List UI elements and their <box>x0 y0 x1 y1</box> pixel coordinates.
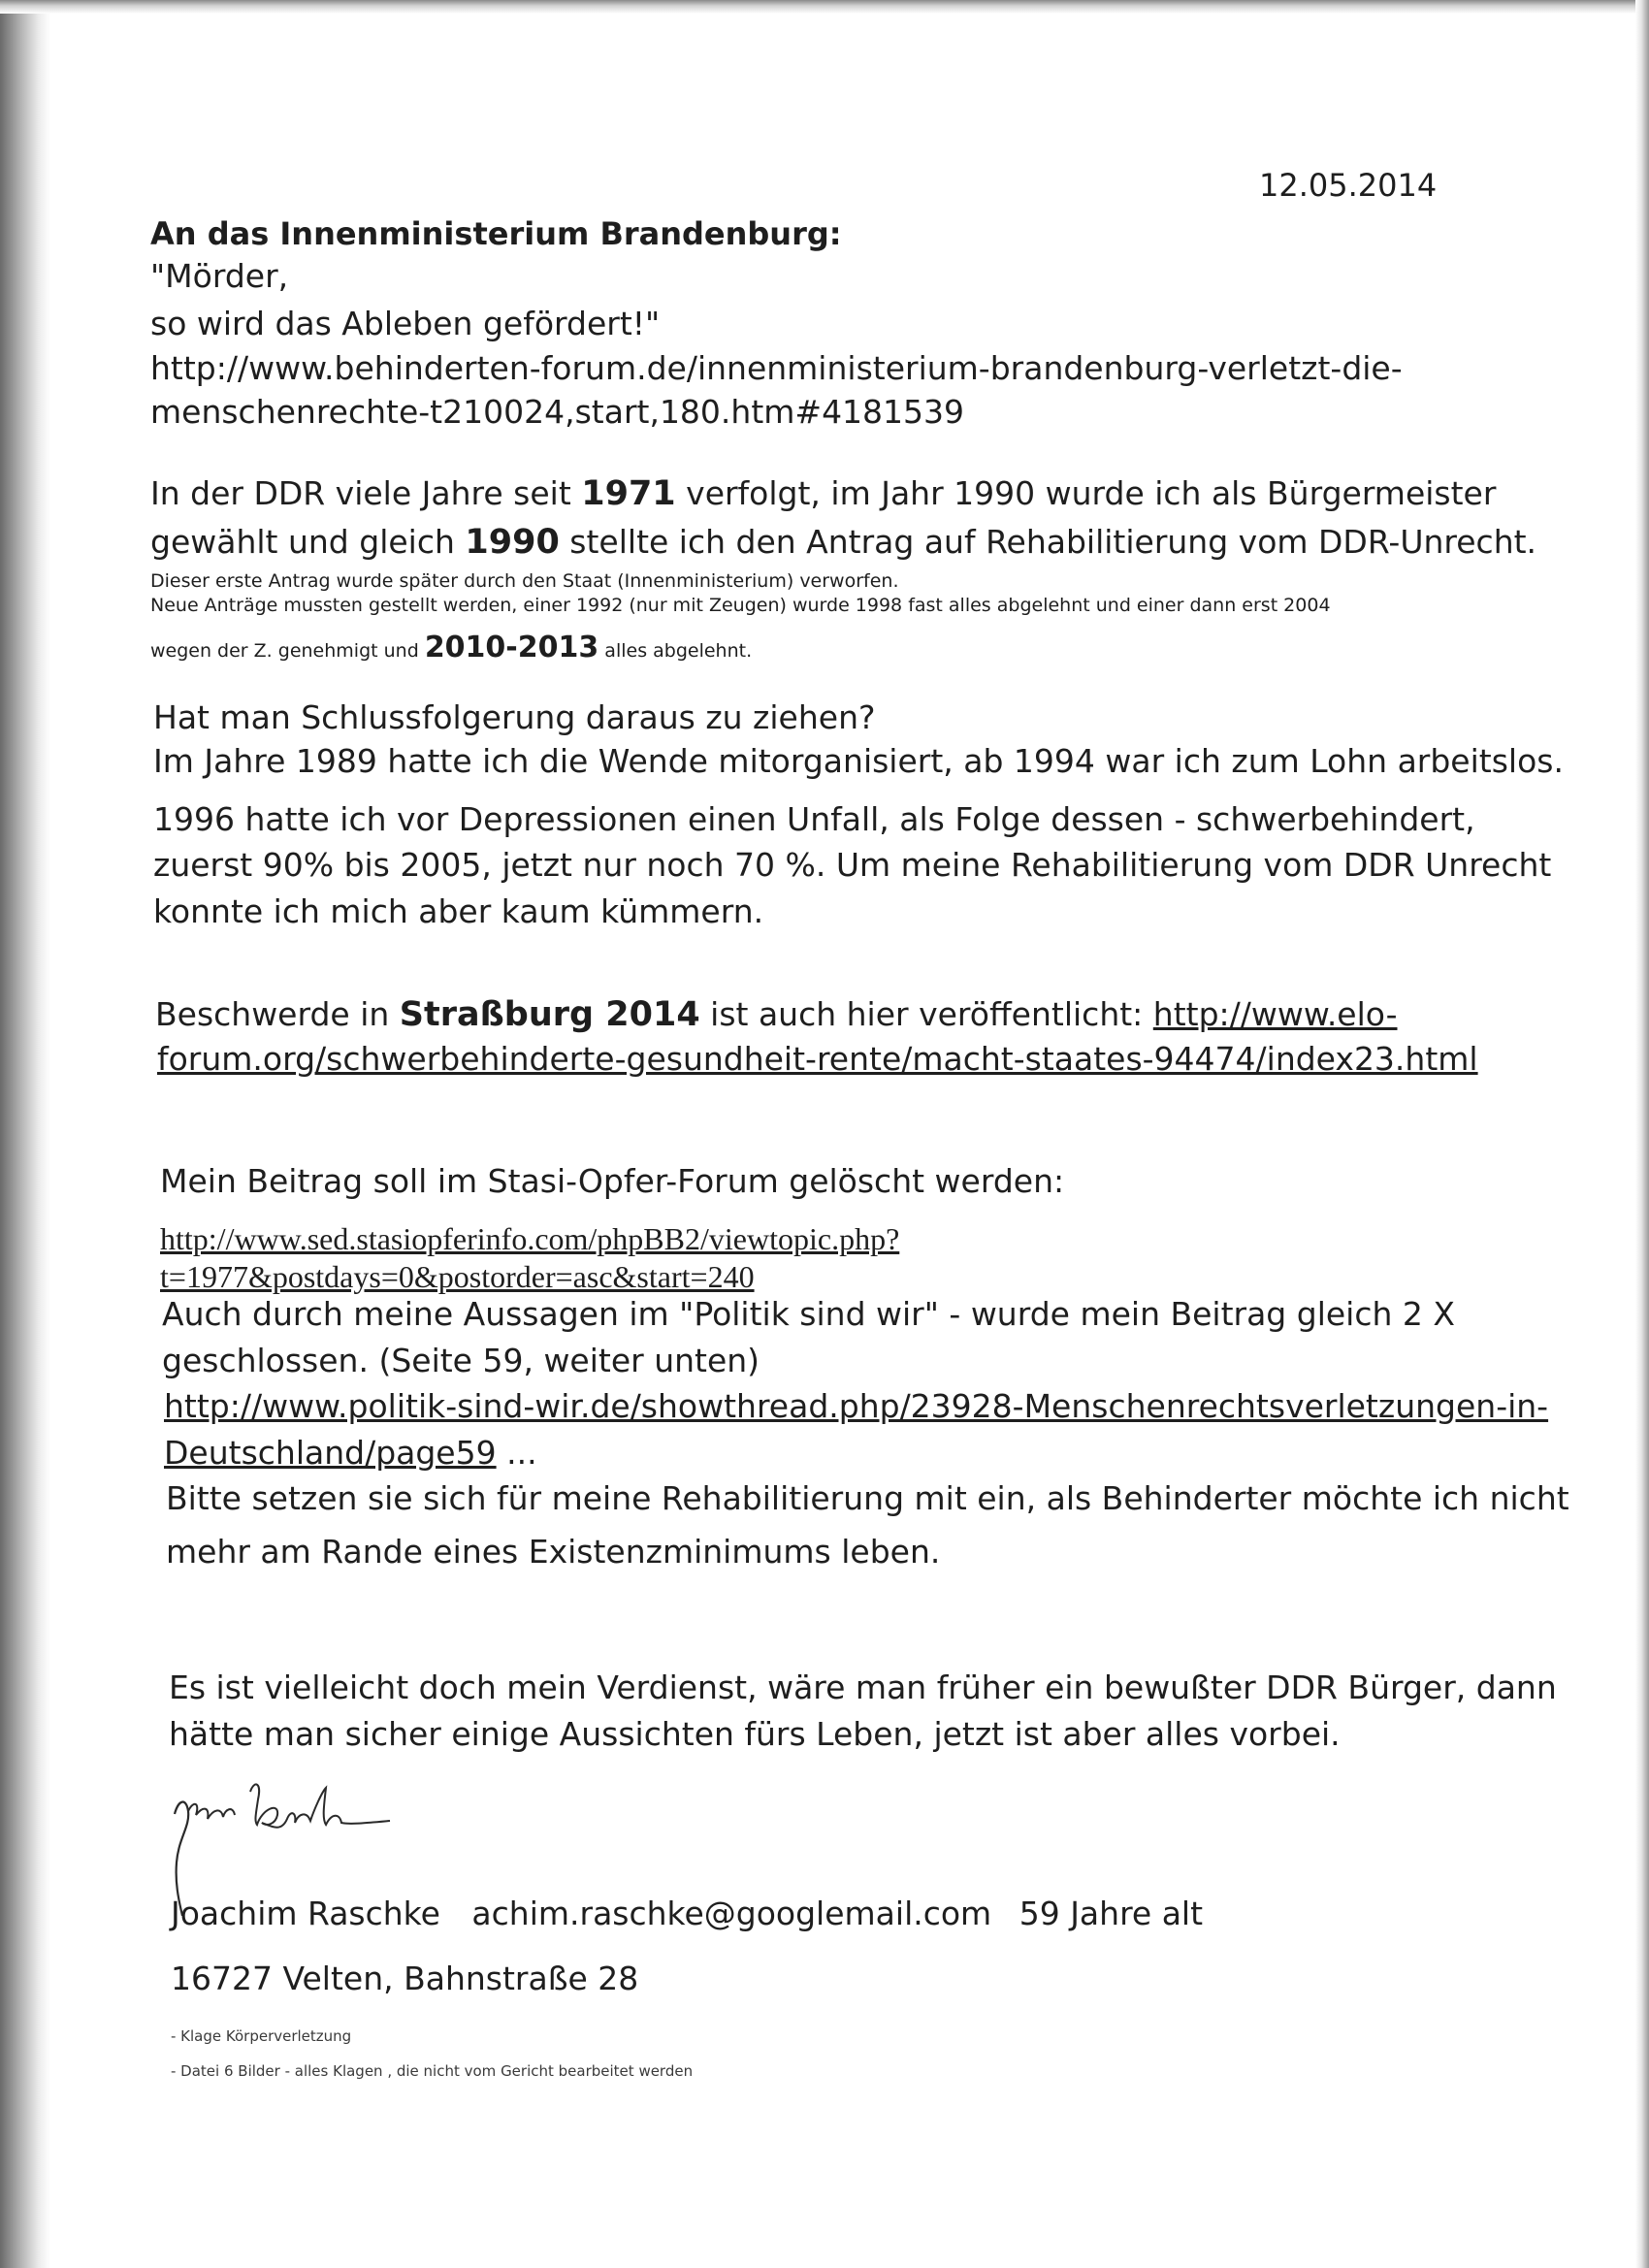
stasi-forum-link-part-2[interactable]: t=1977&postdays=0&postorder=asc&start=240 <box>160 1259 755 1294</box>
para4-line-1 <box>155 994 1398 1035</box>
para3-line-1: 1996 hatte ich vor Depressionen einen Unfall, als Folge dessen - schwerbehindert, <box>153 800 1475 838</box>
para1-text-e: stellte ich den Antrag auf Rehabilitierung vom DDR-Unrecht. <box>559 523 1537 561</box>
sender-age: 59 Jahre alt <box>1018 1895 1204 1932</box>
note-line-2: Neue Anträge mussten gestellt werden, einer 1992 (nur mit Zeugen) wurde 1998 fast alles abgelehnt und einer dann erst 2004 <box>150 595 1331 616</box>
para8-line-1: Es ist vielleicht doch mein Verdienst, wäre man früher ein bewußter DDR Bürger, dann <box>169 1669 1557 1706</box>
note-line-3 <box>150 631 752 665</box>
para4-text-c: ist auch hier veröffentlicht: <box>699 995 1153 1033</box>
para2-line-1: Hat man Schlussfolgerung daraus zu ziehen? <box>153 698 876 736</box>
forum-url-line-1: http://www.behinderten-forum.de/innenministerium-brandenburg-verletzt-die- <box>150 349 1403 387</box>
para5-line: Mein Beitrag soll im Stasi-Opfer-Forum gelöscht werden: <box>160 1162 1065 1200</box>
politik-link-suffix: ... <box>496 1434 537 1472</box>
politik-link-part-2[interactable]: Deutschland/page59 <box>164 1434 497 1472</box>
scan-edge-left <box>0 0 50 2268</box>
elo-forum-link-part-1[interactable]: http://www.elo- <box>1152 995 1398 1033</box>
letter-date: 12.05.2014 <box>1259 167 1438 204</box>
para6-line-2: geschlossen. (Seite 59, weiter unten) <box>162 1342 760 1379</box>
para3-line-2: zuerst 90% bis 2005, jetzt nur noch 70 %. Um meine Rehabilitierung vom DDR Unrecht <box>153 846 1552 884</box>
para3-line-3: konnte ich mich aber kaum kümmern. <box>153 892 764 930</box>
para7-line-1: Bitte setzen sie sich für meine Rehabilitierung mit ein, als Behinderter möchte ich nicht <box>166 1479 1569 1517</box>
para6-line-1: Auch durch meine Aussagen im "Politik sind wir" - wurde mein Beitrag gleich 2 X <box>162 1295 1455 1333</box>
para1-line-1 <box>150 473 1496 514</box>
note-text-a: wegen der Z. genehmigt und <box>150 640 425 662</box>
note-line-1: Dieser erste Antrag wurde später durch den Staat (Innenministerium) verworfen. <box>150 570 899 592</box>
sender-name: Joachim Raschke <box>171 1895 440 1932</box>
quote-line-1: "Mörder, <box>150 257 289 295</box>
year-1971: 1971 <box>581 474 676 513</box>
para1-text-d: gewählt und gleich <box>150 523 466 561</box>
scan-edge-right <box>1635 0 1649 2268</box>
sender-address: 16727 Velten, Bahnstraße 28 <box>171 1960 639 1997</box>
para2-line-2: Im Jahre 1989 hatte ich die Wende mitorganisiert, ab 1994 war ich zum Lohn arbeitslos. <box>153 742 1564 780</box>
elo-forum-link-part-2[interactable]: forum.org/schwerbehinderte-gesundheit-rente/macht-staates-94474/index23.html <box>157 1040 1478 1078</box>
scan-edge-top <box>0 0 1649 14</box>
politik-link-line-2 <box>164 1434 537 1473</box>
footnote-1: - Klage Körperverletzung <box>171 2027 352 2045</box>
sender-email: achim.raschke@googlemail.com <box>471 1895 992 1932</box>
para4-text-a: Beschwerde in <box>155 995 400 1033</box>
quote-line-2: so wird das Ableben gefördert!" <box>150 305 661 342</box>
years-2010-2013: 2010-2013 <box>424 631 599 664</box>
para1-text-a: In der DDR viele Jahre seit <box>150 474 582 512</box>
forum-url-line-2: menschenrechte-t210024,start,180.htm#4181539 <box>150 393 965 431</box>
para1-text-c: verfolgt, im Jahr 1990 wurde ich als Bürgermeister <box>675 474 1497 512</box>
year-1990: 1990 <box>465 523 560 562</box>
para8-line-2: hätte man sicher einige Aussichten fürs Leben, jetzt ist aber alles vorbei. <box>169 1715 1341 1753</box>
sender-line <box>171 1895 1203 1933</box>
para1-line-2 <box>150 522 1536 563</box>
footnote-2: - Datei 6 Bilder - alles Klagen , die nicht vom Gericht bearbeitet werden <box>171 2062 694 2080</box>
para7-line-2: mehr am Rande eines Existenzminimums leben. <box>166 1533 941 1571</box>
note-text-c: alles abgelehnt. <box>598 640 753 662</box>
politik-link-part-1[interactable]: http://www.politik-sind-wir.de/showthread.php/23928-Menschenrechtsverletzungen-in- <box>164 1387 1549 1425</box>
recipient-heading: An das Innenministerium Brandenburg: <box>150 215 842 252</box>
stasi-forum-link-part-1[interactable]: http://www.sed.stasiopferinfo.com/phpBB2/viewtopic.php? <box>160 1221 900 1256</box>
strassburg-2014: Straßburg 2014 <box>399 995 700 1034</box>
